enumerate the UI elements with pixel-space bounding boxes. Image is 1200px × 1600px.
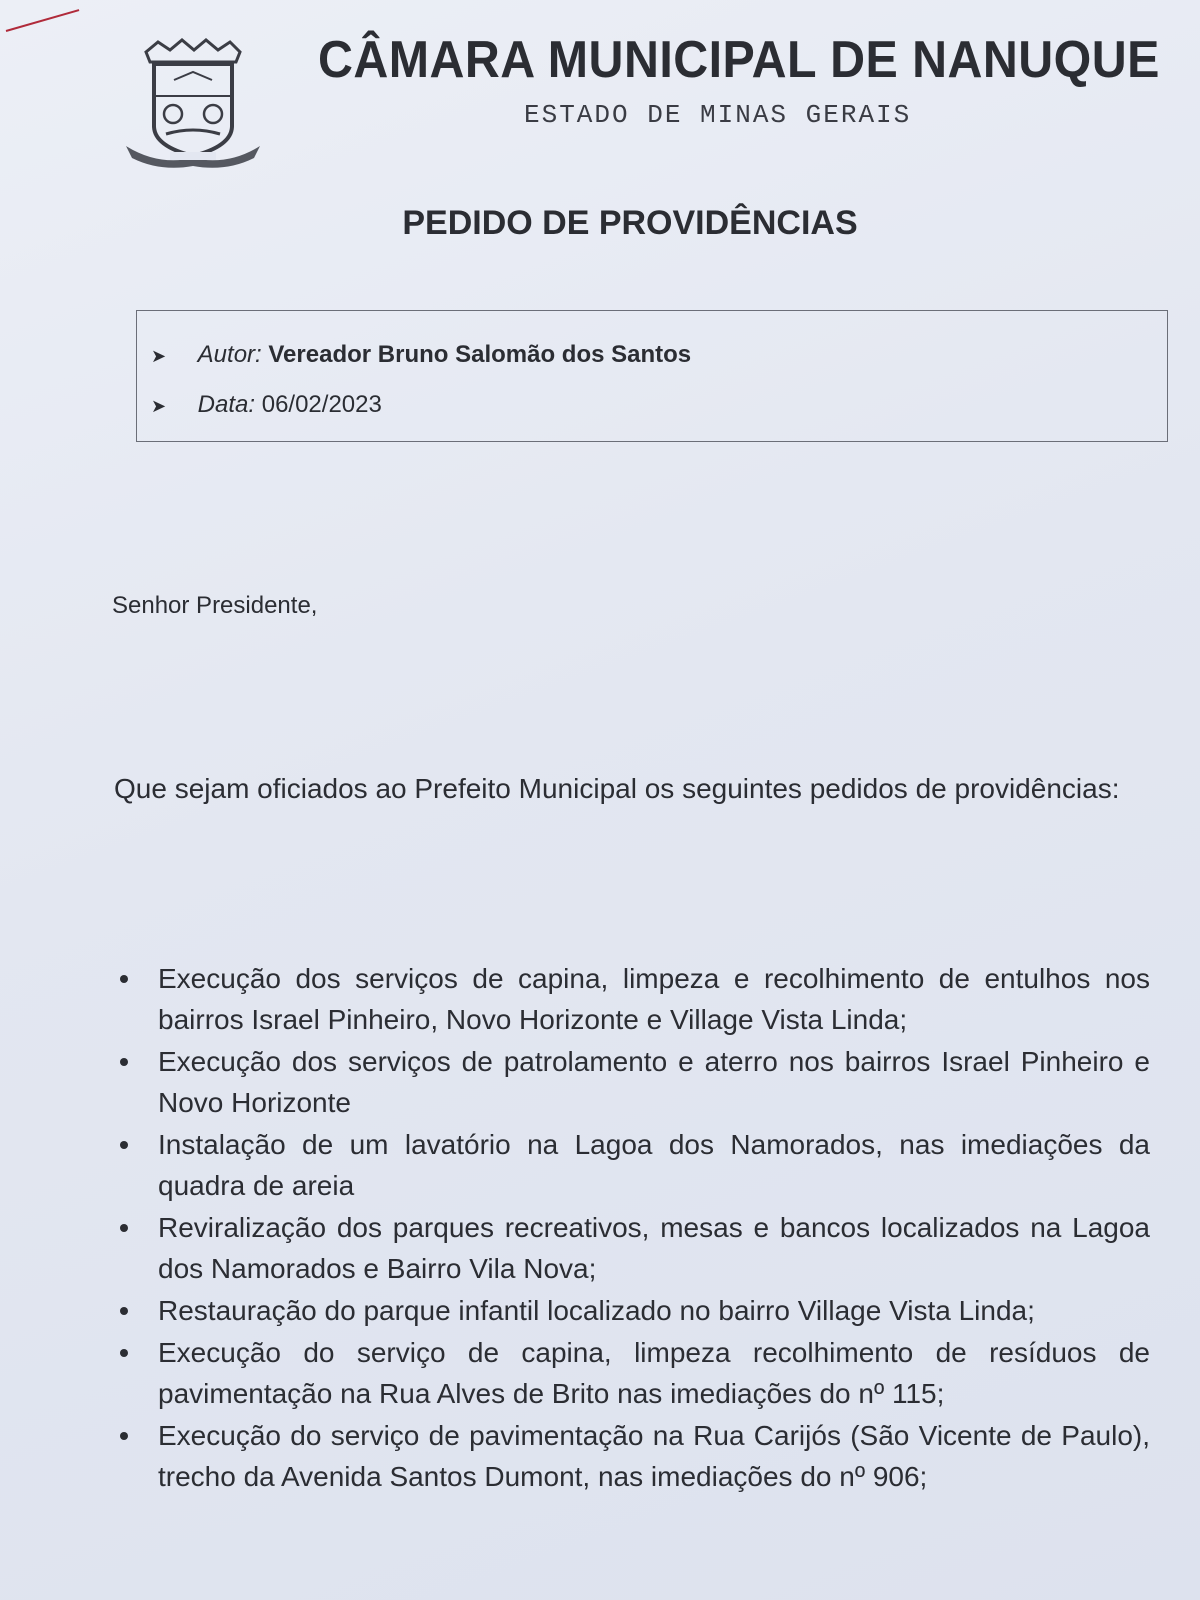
state-name: ESTADO DE MINAS GERAIS	[524, 100, 912, 130]
arrow-bullet-icon: ➤	[151, 396, 167, 416]
list-item	[116, 1207, 1150, 1289]
request-text: Execução do serviço de capina, limpeza recolhimento de resíduos de pavimentação na Rua Alves de Brito nas imediações do nº 115;	[158, 1337, 1150, 1409]
bullet-icon	[120, 975, 128, 983]
author-value: Vereador Bruno Salomão dos Santos	[268, 341, 692, 368]
request-text: Execução dos serviços de patrolamento e aterro nos bairros Israel Pinheiro e Novo Horizonte	[158, 1046, 1150, 1118]
author-label: Autor:	[197, 341, 262, 368]
arrow-bullet-icon: ➤	[151, 346, 167, 366]
council-name: CÂMARA MUNICIPAL DE NANUQUE	[318, 31, 1160, 89]
list-item	[116, 1332, 1150, 1414]
bullet-icon	[120, 1307, 128, 1315]
author-row	[151, 341, 691, 369]
bullet-icon	[120, 1432, 128, 1440]
bullet-icon	[120, 1058, 128, 1066]
request-text: Execução do serviço de pavimentação na Rua Carijós (São Vicente de Paulo), trecho da Avenida Santos Dumont, nas imediações do nº 906;	[158, 1420, 1150, 1492]
requests-list	[116, 958, 1150, 1498]
bullet-icon	[120, 1224, 128, 1232]
date-value: 06/02/2023	[261, 391, 382, 418]
list-item	[116, 1290, 1150, 1331]
request-text: Reviralização dos parques recreativos, mesas e bancos localizados na Lagoa dos Namorados e Bairro Vila Nova;	[158, 1212, 1150, 1284]
request-text: Restauração do parque infantil localizado no bairro Village Vista Linda;	[158, 1295, 1035, 1326]
date-label: Data:	[197, 391, 256, 418]
greeting: Senhor Presidente,	[112, 592, 318, 619]
list-item	[116, 1415, 1150, 1497]
document-title: PEDIDO DE PROVIDÊNCIAS	[402, 204, 858, 242]
pen-mark	[6, 9, 80, 32]
coat-of-arms-icon	[118, 34, 268, 174]
date-row	[151, 391, 382, 419]
list-item	[116, 1124, 1150, 1206]
list-item	[116, 958, 1150, 1040]
bullet-icon	[120, 1349, 128, 1357]
request-text: Instalação de um lavatório na Lagoa dos Namorados, nas imediações da quadra de areia	[158, 1129, 1150, 1201]
request-text: Execução dos serviços de capina, limpeza e recolhimento de entulhos nos bairros Israel Pinheiro, Novo Horizonte e Village Vista Linda;	[158, 963, 1150, 1035]
intro-paragraph: Que sejam oficiados ao Prefeito Municipal os seguintes pedidos de providências:	[114, 773, 1120, 804]
info-box	[136, 310, 1168, 442]
list-item	[116, 1041, 1150, 1123]
bullet-icon	[120, 1141, 128, 1149]
